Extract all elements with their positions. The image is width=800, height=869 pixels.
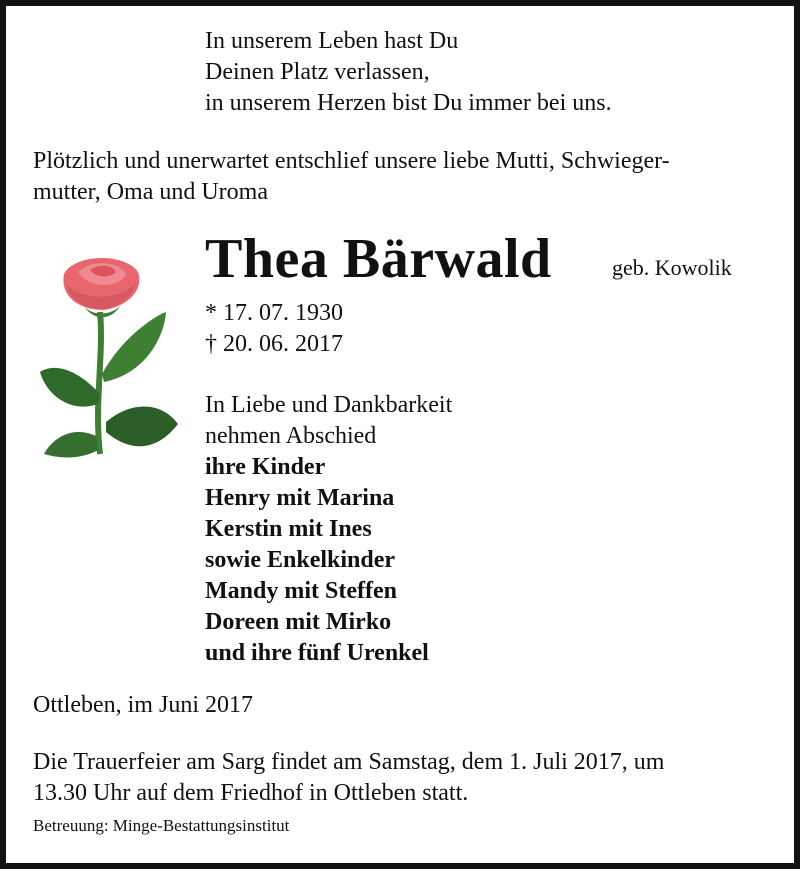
birth-date: * 17. 07. 1930 xyxy=(205,300,343,326)
rose-stem xyxy=(98,312,101,454)
mourner-line: Kerstin mit Ines xyxy=(205,516,372,542)
ceremony-info xyxy=(33,747,664,809)
poem-line: In unserem Leben hast Du xyxy=(205,28,459,54)
mourner-line: Doreen mit Mirko xyxy=(205,609,392,635)
mourner-line: ihre Kinder xyxy=(205,454,326,480)
death-date: † 20. 06. 2017 xyxy=(205,331,343,357)
deceased-name: Thea Bärwald xyxy=(205,228,552,290)
life-dates xyxy=(205,298,343,360)
mourner-line: und ihre fünf Urenkel xyxy=(205,640,429,666)
intro-line: Plötzlich und unerwartet entschlief unsere liebe Mutti, Schwieger- xyxy=(33,148,670,174)
ceremony-line: Die Trauerfeier am Sarg findet am Samstag, dem 1. Juli 2017, um xyxy=(33,749,665,775)
mourner-line: sowie Enkelkinder xyxy=(205,547,396,573)
intro-text xyxy=(33,146,670,208)
poem xyxy=(205,26,612,119)
farewell-line: In Liebe und Dankbarkeit xyxy=(205,392,453,418)
place-date: Ottleben, im Juni 2017 xyxy=(33,692,253,718)
rose-icon xyxy=(34,254,180,460)
birth-name: geb. Kowolik xyxy=(612,255,732,280)
rose-leaf xyxy=(106,406,178,446)
ceremony-line: 13.30 Uhr auf dem Friedhof in Ottleben statt. xyxy=(33,780,469,806)
rose-leaf xyxy=(40,368,100,407)
poem-line: in unserem Herzen bist Du immer bei uns. xyxy=(205,90,612,116)
intro-line: mutter, Oma und Uroma xyxy=(33,179,268,205)
rose-leaf xyxy=(44,432,98,457)
funeral-provider: Betreuung: Minge-Bestattungsinstitut xyxy=(33,816,290,835)
rose-leaf xyxy=(102,312,166,382)
mourner-line: Henry mit Marina xyxy=(205,485,395,511)
poem-line: Deinen Platz verlassen, xyxy=(205,59,430,85)
farewell-line: nehmen Abschied xyxy=(205,423,377,449)
mourner-line: Mandy mit Steffen xyxy=(205,578,397,604)
farewell-block xyxy=(205,390,452,669)
